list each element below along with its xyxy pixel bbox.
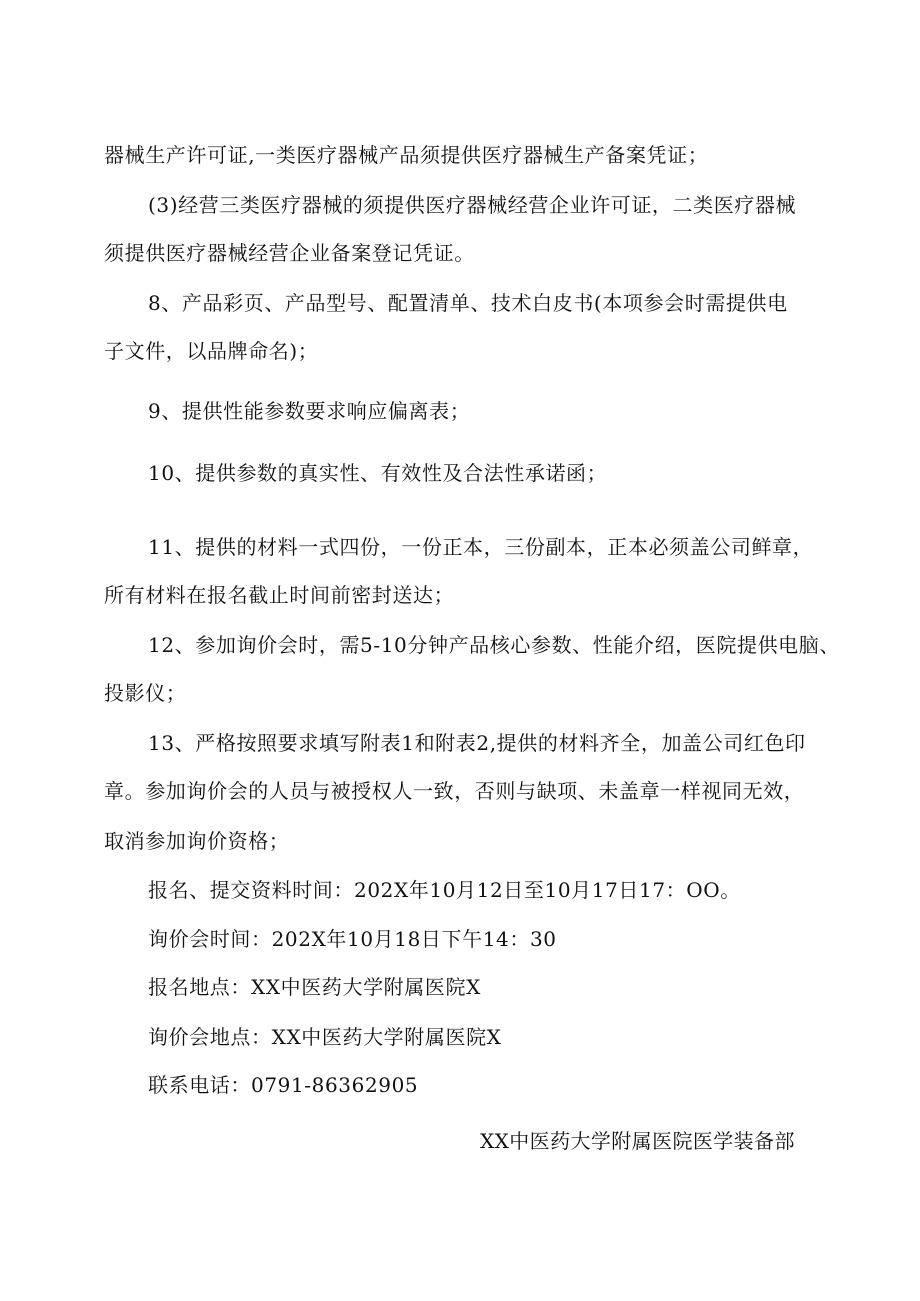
- signature-line: XX中医药大学附属医院医学装备部: [480, 1129, 795, 1153]
- text-line: 章。参加询价会的人员与被授权人一致，否则与缺项、未盖章一样视同无效，: [104, 779, 805, 803]
- text-line: 投影仪；: [104, 681, 187, 705]
- text-line: 9、提供性能参数要求响应偏离表；: [148, 399, 471, 423]
- text-line: 取消参加询价资格；: [104, 829, 290, 853]
- text-line: 8、产品彩页、产品型号、配置清单、技术白皮书(本项参会时需提供电: [148, 291, 788, 315]
- text-line: 询价会时间：202X年10月18日下午14：30: [148, 927, 557, 951]
- text-line: 器械生产许可证,一类医疗器械产品须提供医疗器械生产备案凭证；: [104, 143, 709, 167]
- text-line: 联系电话：0791-86362905: [148, 1073, 419, 1097]
- text-line: 报名、提交资料时间：202X年10月12日至10月17日17：OO。: [148, 878, 741, 902]
- text-line: 须提供医疗器械经营企业备案登记凭证。: [104, 241, 475, 265]
- text-line: 13、严格按照要求填写附表1和附表2,提供的材料齐全，加盖公司红色印: [148, 731, 806, 755]
- text-line: 10、提供参数的真实性、有效性及合法性承诺函；: [148, 461, 608, 485]
- text-line: 12、参加询价会时，需5-10分钟产品核心参数、性能介绍，医院提供电脑、: [148, 633, 840, 657]
- text-line: (3)经营三类医疗器械的须提供医疗器械经营企业许可证，二类医疗器械: [148, 193, 797, 217]
- text-line: 所有材料在报名截止时间前密封送达；: [104, 583, 455, 607]
- text-line: 报名地点：XX中医药大学附属医院X: [148, 975, 481, 999]
- text-line: 子文件，以品牌命名)；: [104, 339, 319, 363]
- text-line: 11、提供的材料一式四份，一份正本，三份副本，正本必须盖公司鲜章，: [148, 535, 814, 559]
- text-line: 询价会地点：XX中医药大学附属医院X: [148, 1025, 502, 1049]
